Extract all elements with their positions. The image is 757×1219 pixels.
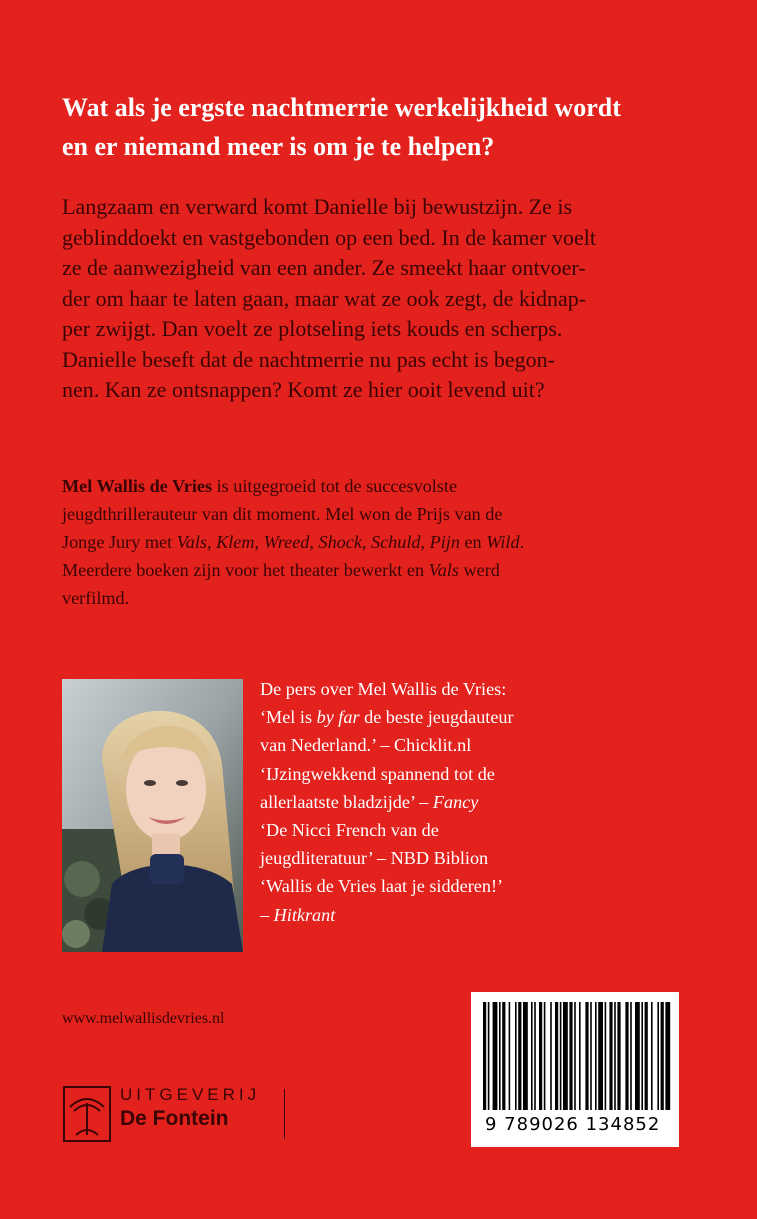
book-title: Vals xyxy=(428,560,459,580)
barcode-bar xyxy=(531,1002,533,1110)
synopsis-line: geblinddoekt en vastgebonden op een bed. In de kamer voelt xyxy=(62,224,596,250)
bio-line: Jonge Jury met Vals, Klem, Wreed, Shock, Schuld, Pijn en Wild. xyxy=(62,532,525,552)
tagline-line: en er niemand meer is om je te helpen? xyxy=(62,132,495,161)
barcode-bar xyxy=(579,1002,581,1110)
barcode-bar xyxy=(544,1002,546,1110)
barcode-bar xyxy=(539,1002,542,1110)
barcode-bar xyxy=(665,1002,670,1110)
barcode-bar xyxy=(614,1002,616,1110)
quote-line: allerlaatste bladzijde’ – Fancy xyxy=(260,791,479,812)
synopsis-line: ze de aanwezigheid van een ander. Ze smeekt haar ontvoer- xyxy=(62,255,586,280)
bio-line: Meerdere boeken zijn voor het theater bewerkt en Vals werd xyxy=(62,560,500,580)
barcode-bar xyxy=(560,1002,562,1110)
barcode-bar xyxy=(595,1002,597,1110)
barcode-bar xyxy=(657,1002,659,1110)
book-title: Klem xyxy=(216,532,255,552)
barcode-bar xyxy=(661,1002,664,1110)
barcode-bar xyxy=(598,1002,603,1110)
bio-line: Mel Wallis de Vries is uitgegroeid tot de succesvolste xyxy=(62,476,458,496)
barcode-bar xyxy=(483,1002,486,1110)
bio-line: verfilmd. xyxy=(62,588,130,608)
synopsis-line: Danielle beseft dat de nachtmerrie nu pas echt is begon- xyxy=(62,346,555,372)
barcode-bar xyxy=(590,1002,592,1110)
book-title: Shock xyxy=(318,532,362,552)
barcode-bar xyxy=(569,1002,572,1110)
book-title: Wild xyxy=(486,532,520,552)
barcode-bar xyxy=(635,1002,640,1110)
synopsis-line: der om haar te laten gaan, maar wat ze ook zegt, de kidnap- xyxy=(62,285,587,311)
publisher-name-bottom: De Fontein xyxy=(120,1107,229,1130)
barcode-bar xyxy=(502,1002,505,1110)
tree-logo-icon xyxy=(62,1085,112,1143)
quote-line: ‘IJzingwekkend spannend tot de xyxy=(260,763,495,784)
barcode-bar xyxy=(534,1002,536,1110)
barcode-bar xyxy=(518,1002,521,1110)
book-title: Wreed xyxy=(263,532,310,552)
publisher-name-top: UITGEVERIJ xyxy=(120,1085,261,1104)
publisher-logo xyxy=(62,1085,292,1143)
barcode-bar xyxy=(574,1002,576,1110)
press-intro: De pers over Mel Wallis de Vries: xyxy=(260,679,507,699)
book-title: Pijn xyxy=(429,532,460,552)
barcode-bar xyxy=(563,1002,568,1110)
quote-line: ‘Mel is by far de beste jeugdauteur xyxy=(260,707,514,728)
press-quotes xyxy=(260,675,680,929)
bio-line: jeugdthrillerauteur van dit moment. Mel won de Prijs van de xyxy=(62,504,503,524)
barcode-bar xyxy=(493,1002,498,1110)
tagline-line: Wat als je ergste nachtmerrie werkelijkheid wordt xyxy=(62,93,621,122)
author-portrait-illustration xyxy=(62,679,243,952)
barcode xyxy=(471,992,679,1147)
barcode-bar xyxy=(515,1002,517,1110)
website-url: www.melwallisdevries.nl xyxy=(62,1010,225,1027)
synopsis-line: per zwijgt. Dan voelt ze plotseling iets kouds en scherps. xyxy=(62,316,563,341)
barcode-bar xyxy=(630,1002,632,1110)
quote-line: – Hitkrant xyxy=(260,904,336,925)
quote-line: van Nederland.’ – Chicklit.nl xyxy=(260,735,472,756)
barcode-bar xyxy=(609,1002,612,1110)
barcode-bar xyxy=(645,1002,648,1110)
book-title: Vals xyxy=(176,532,207,552)
barcode-bar xyxy=(488,1002,490,1110)
tagline xyxy=(62,88,702,166)
barcode-bar xyxy=(641,1002,643,1110)
author-bio xyxy=(62,472,702,612)
isbn-number: 9 789026 134852 xyxy=(485,1114,661,1135)
synopsis xyxy=(62,192,702,406)
book-title: Schuld xyxy=(371,532,421,552)
barcode-bar xyxy=(523,1002,528,1110)
author-name: Mel Wallis de Vries xyxy=(62,476,213,496)
barcode-bar xyxy=(509,1002,511,1110)
barcode-bar xyxy=(555,1002,558,1110)
barcode-bar xyxy=(617,1002,620,1110)
quote-line: ‘Wallis de Vries laat je sidderen!’ xyxy=(260,876,504,897)
author-photo xyxy=(62,679,243,952)
synopsis-line: nen. Kan ze ontsnappen? Komt ze hier ooit levend uit? xyxy=(62,377,545,402)
quote-line: jeugdliteratuur’ – NBD Biblion xyxy=(260,848,489,869)
barcode-bar xyxy=(605,1002,607,1110)
divider xyxy=(284,1089,285,1139)
barcode-icon xyxy=(471,992,679,1117)
quote-line: ‘De Nicci French van de xyxy=(260,820,439,841)
barcode-bar xyxy=(550,1002,552,1110)
barcode-bar xyxy=(585,1002,588,1110)
barcode-bar xyxy=(625,1002,628,1110)
barcode-bar xyxy=(651,1002,653,1110)
barcode-bar xyxy=(499,1002,501,1110)
synopsis-line: Langzaam en verward komt Danielle bij bewustzijn. Ze is xyxy=(62,194,573,219)
